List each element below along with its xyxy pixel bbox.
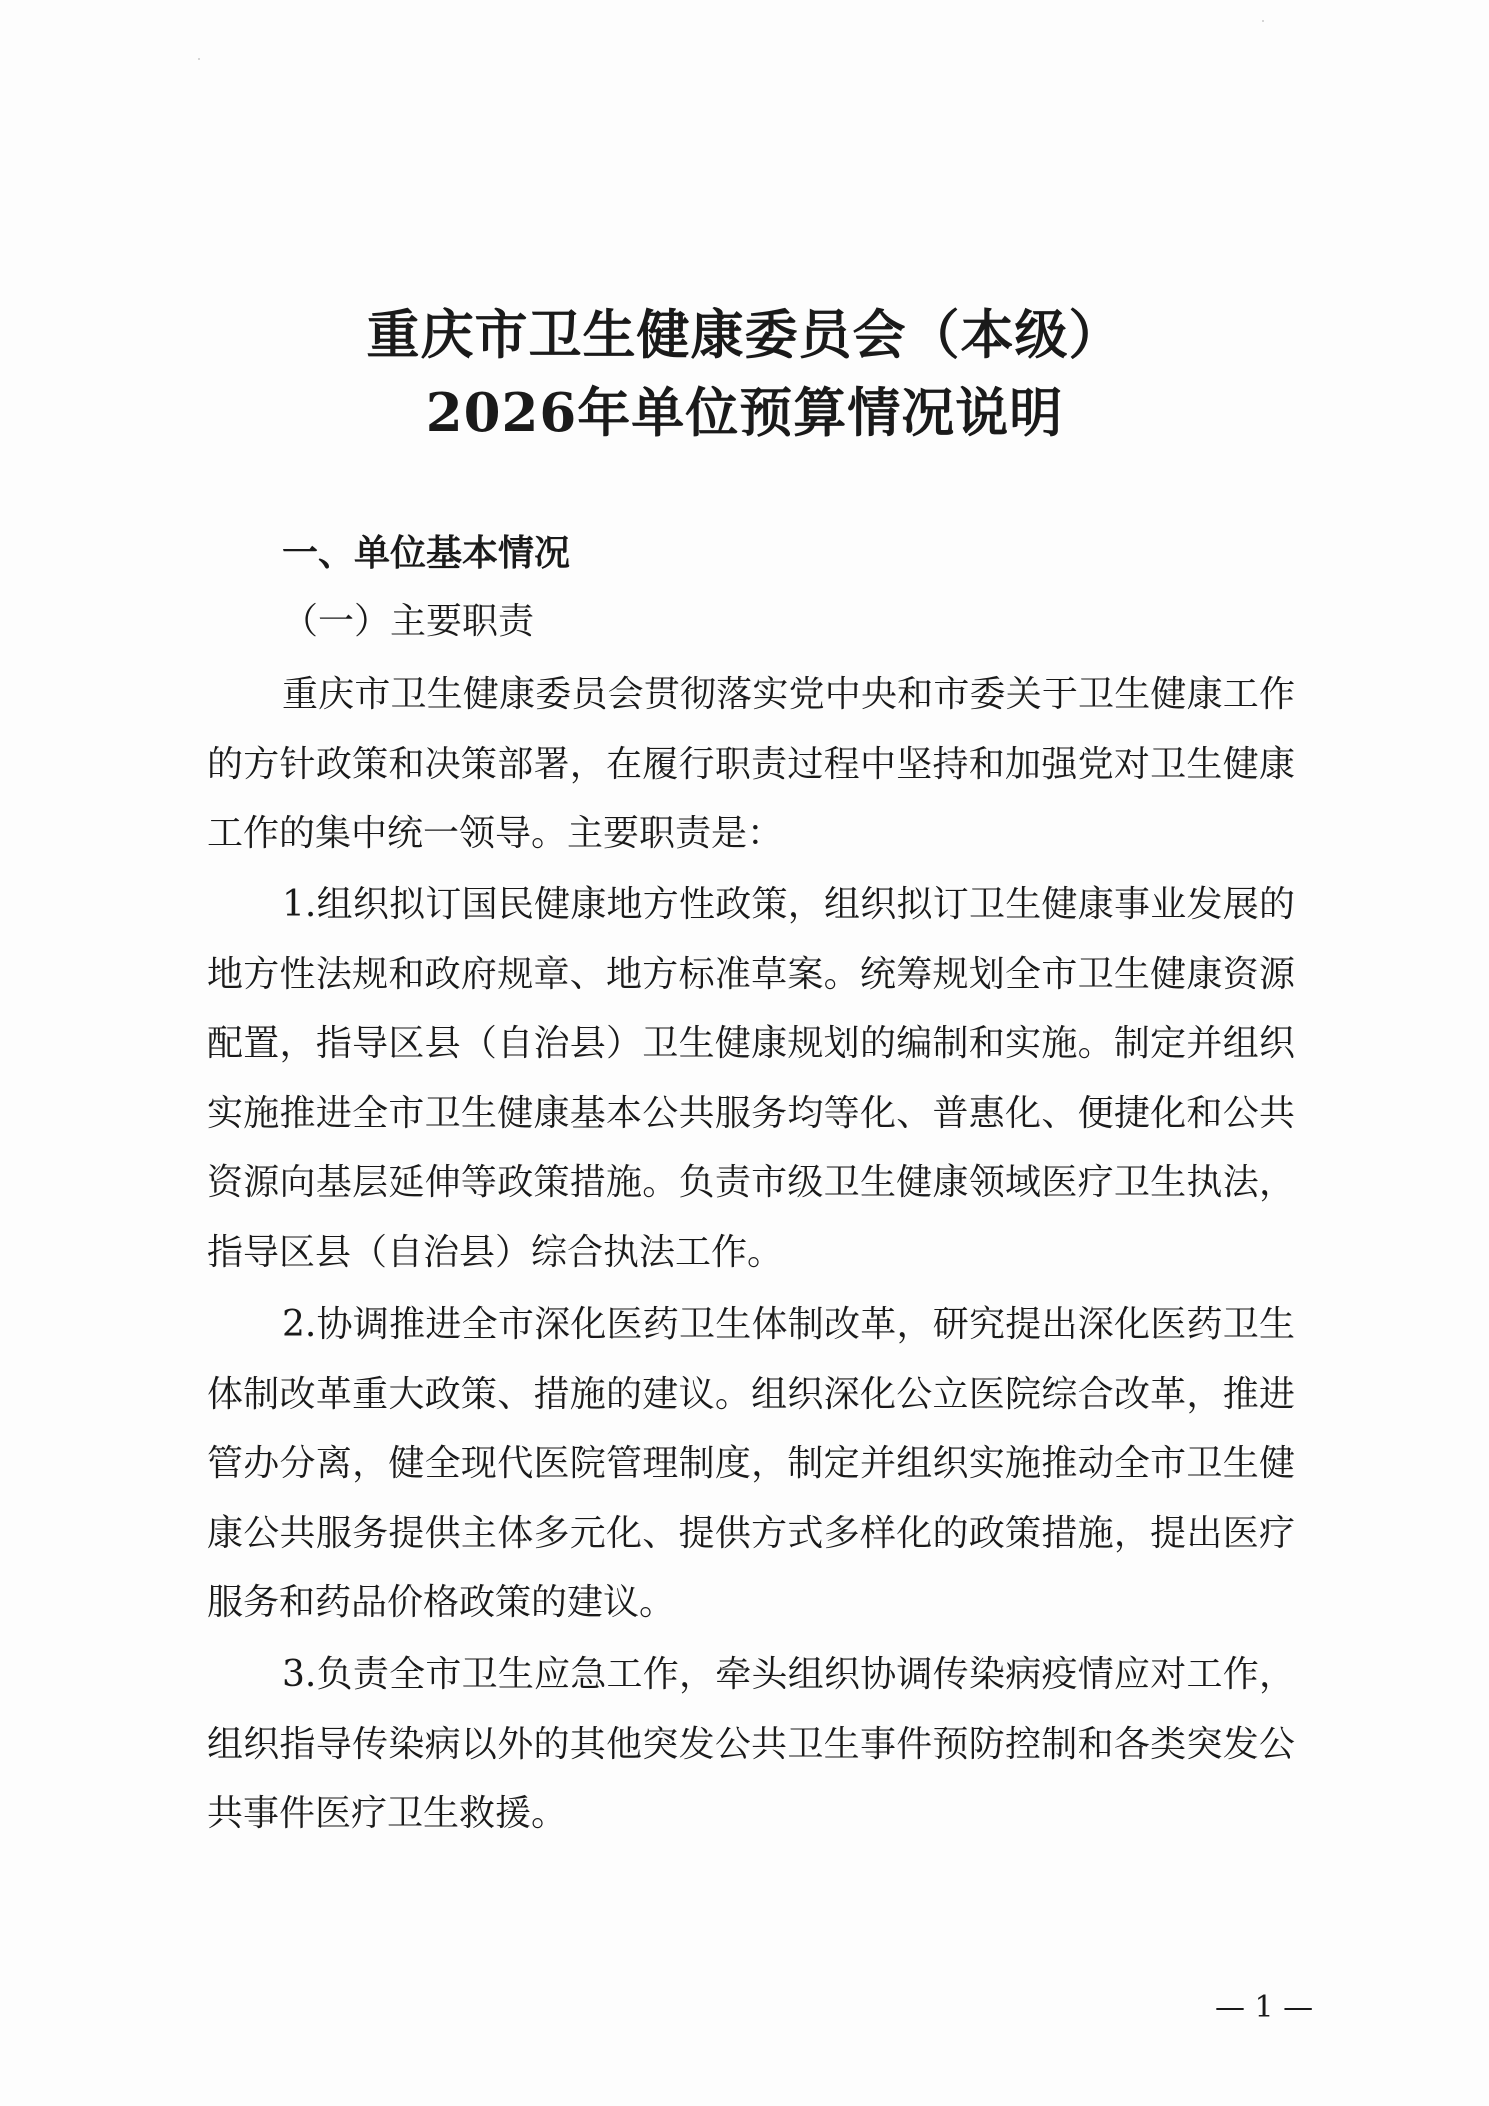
duty-item-1: 1.组织拟订国民健康地方性政策，组织拟订卫生健康事业发展的地方性法规和政府规章、地方标准草案。统筹规划全市卫生健康资源配置，指导区县（自治县）卫生健康规划的编制和实施。制定并组织实施推进全市卫生健康基本公共服务均等化、普惠化、便捷化和公共资源向基层延伸等政策措施。负责市级卫生健康领域医疗卫生执法，指导区县（自治县）综合执法工作。 (207, 884, 1295, 1273)
page-number: — 1 — (1215, 1990, 1314, 2025)
subsection-heading: （一）主要职责 (282, 601, 535, 642)
duty-item-2: 2.协调推进全市深化医药卫生体制改革，研究提出深化医药卫生体制改革重大政策、措施的建议。组织深化公立医院综合改革，推进管办分离，健全现代医院管理制度，制定并组织实施推动全市卫生健康公共服务提供主体多元化、提供方式多样化的政策措施，提出医疗服务和药品价格政策的建议。 (207, 1304, 1295, 1624)
duty-item-3: 3.负责全市卫生应急工作，牵头组织协调传染病疫情应对工作，组织指导传染病以外的其他突发公共卫生事件预防控制和各类突发公共事件医疗卫生救援。 (207, 1654, 1295, 1835)
scan-speck (1262, 20, 1264, 22)
section-heading: 一、单位基本情况 (282, 533, 571, 574)
document-title-line2: 2026年单位预算情况说明 (425, 382, 1064, 444)
intro-paragraph: 重庆市卫生健康委员会贯彻落实党中央和市委关于卫生健康工作的方针政策和决策部署，在履行职责过程中坚持和加强党对卫生健康工作的集中统一领导。主要职责是： (207, 674, 1295, 855)
scan-speck (198, 58, 200, 60)
document-title-line1: 重庆市卫生健康委员会（本级） (366, 304, 1123, 366)
